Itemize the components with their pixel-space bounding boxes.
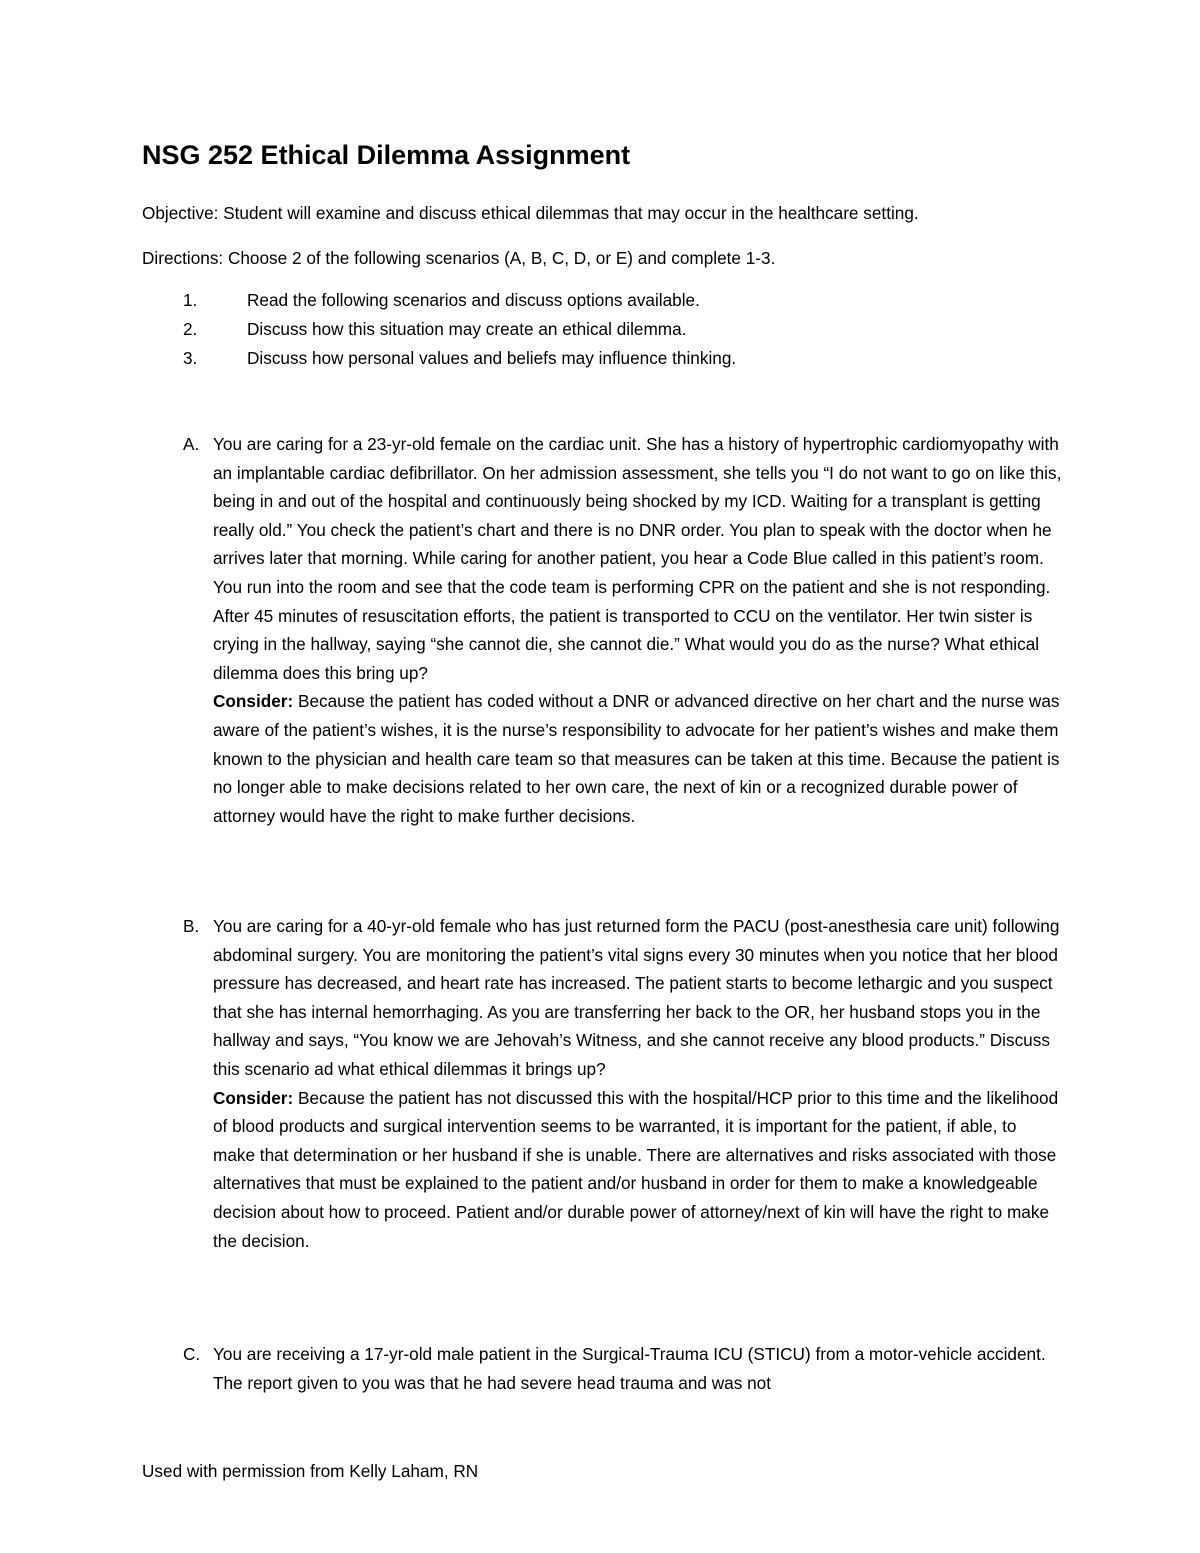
item-number: 3. bbox=[183, 348, 198, 368]
objective-text: Objective: Student will examine and discuss ethical dilemmas that may occur in the healthcare setting. bbox=[142, 203, 919, 223]
consider-label: Consider: bbox=[213, 1087, 294, 1108]
consider-label: Consider: bbox=[213, 691, 294, 712]
scenario-text bbox=[213, 912, 1063, 1255]
footer-credit: Used with permission from Kelly Laham, RN bbox=[142, 1461, 479, 1481]
item-number: 2. bbox=[183, 319, 198, 339]
scenario-body: You are caring for a 23-yr-old female on the cardiac unit. She has a history of hypertrophic cardiomyopathy with an implantable cardiac defibrillator. On her admission assessment, she tells you “I do not want to go on like this, being in and out of the hospital and continuously being shocked by my ICD. Waiting for a transplant is getting really old.” You check the patient’s chart and there is no DNR order. You plan to speak with the doctor when he arrives later that morning. While caring for another patient, you hear a Code Blue called in this patient’s room. You run into the room and see that the code team is performing CPR on the patient and she is not responding. After 45 minutes of resuscitation efforts, the patient is transported to CCU on the ventilator. Her twin sister is crying in the hallway, saying “she cannot die, she cannot die.” What would you do as the nurse? What ethical dilemma does this bring up? bbox=[213, 434, 1062, 683]
scenario-body: You are receiving a 17-yr-old male patient in the Surgical-Trauma ICU (STICU) from a motor-vehicle accident. The report given to you was that he had severe head trauma and was not bbox=[213, 1344, 1046, 1393]
numbered-item bbox=[183, 290, 700, 310]
consider-text: Because the patient has coded without a DNR or advanced directive on her chart and the nurse was aware of the patient’s wishes, it is the nurse’s responsibility to advocate for her patient’s wishes and make them known to the physician and health care team so that measures can be taken at this time. Because the patient is no longer able to make decisions related to her own care, the next of kin or a recognized durable power of attorney would have the right to make further decisions. bbox=[213, 691, 1060, 826]
numbered-item bbox=[183, 348, 736, 368]
scenario-letter: B. bbox=[183, 916, 200, 936]
scenario-text bbox=[213, 1340, 1063, 1397]
consider-text: Because the patient has not discussed this with the hospital/HCP prior to this time and the likelihood of blood products and surgical intervention seems to be warranted, it is important for the patient, if able, to make that determination or her husband if she is unable. There are alternatives and risks associated with those alternatives that must be explained to the patient and/or husband in order for them to make a knowledgeable decision about how to proceed. Patient and/or durable power of attorney/next of kin will have the right to make the decision. bbox=[213, 1087, 1059, 1251]
scenario-letter: A. bbox=[183, 434, 200, 454]
directions-text: Directions: Choose 2 of the following scenarios (A, B, C, D, or E) and complete 1-3. bbox=[142, 248, 776, 268]
consider-paragraph bbox=[213, 1084, 1063, 1256]
consider-paragraph bbox=[213, 687, 1063, 830]
scenario-text bbox=[213, 430, 1063, 830]
scenario-letter: C. bbox=[183, 1344, 201, 1364]
scenario-body: You are caring for a 40-yr-old female who has just returned form the PACU (post-anesthesia care unit) following abdominal surgery. You are monitoring the patient’s vital signs every 30 minutes when you notice that her blood pressure has decreased, and heart rate has increased. The patient starts to become lethargic and you suspect that she has internal hemorrhaging. As you are transferring her back to the OR, her husband stops you in the hallway and says, “You know we are Jehovah’s Witness, and she cannot receive any blood products.” Discuss this scenario ad what ethical dilemmas it brings up? bbox=[213, 916, 1060, 1079]
document-title: NSG 252 Ethical Dilemma Assignment bbox=[142, 140, 631, 170]
item-text: Discuss how personal values and beliefs may influence thinking. bbox=[247, 348, 737, 368]
numbered-item bbox=[183, 319, 686, 339]
item-text: Read the following scenarios and discuss options available. bbox=[247, 290, 700, 310]
item-number: 1. bbox=[183, 290, 198, 310]
item-text: Discuss how this situation may create an ethical dilemma. bbox=[247, 319, 687, 339]
